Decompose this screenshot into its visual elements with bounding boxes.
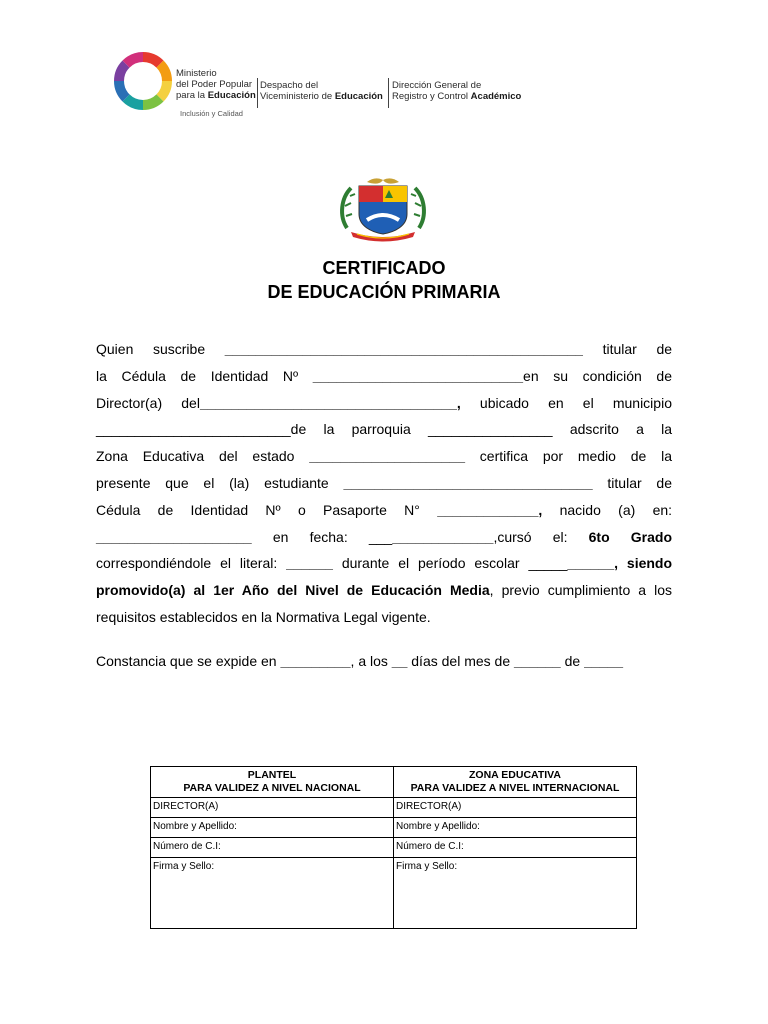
- office-vice-ministry: Despacho del Viceministerio de Educación: [260, 80, 383, 102]
- body-line: ____________________ en fecha: ________________,cursó el: 6to Grado: [96, 528, 672, 545]
- table-row: [151, 858, 637, 929]
- blank-field[interactable]: ________________: [428, 421, 553, 438]
- blank-field[interactable]: __: [391, 653, 408, 669]
- logo-ring-segment: [160, 81, 167, 98]
- name-cell[interactable]: Nombre y Apellido:: [394, 818, 637, 838]
- blank-field[interactable]: _____________,: [437, 501, 543, 518]
- blank-field[interactable]: _____: [528, 555, 568, 572]
- letterhead: [112, 46, 532, 122]
- body-line: Cédula de Identidad Nº o Pasaporte N° _____________, nacido (a) en:: [96, 501, 673, 518]
- body-line: Quien suscribe ______________________________________________ titular de: [96, 341, 673, 357]
- signature-seal-cell[interactable]: Firma y Sello:: [394, 858, 637, 929]
- ministry-name: Ministerio del Poder Popular para la Educación: [176, 68, 256, 101]
- body-line: _________________________de la parroquia ________________ adscrito a la: [96, 421, 673, 438]
- table-row: [151, 818, 637, 838]
- id-number-cell[interactable]: Número de C.I:: [394, 838, 637, 858]
- blank-field[interactable]: _________________________: [96, 421, 291, 438]
- body-line: la Cédula de Identidad Nº ___________________________en su condición de: [96, 367, 672, 384]
- id-number-cell[interactable]: Número de C.I:: [151, 838, 394, 858]
- promotion-text: promovido(a) al 1er Año del Nivel de Educación Media: [96, 582, 490, 599]
- blank-field[interactable]: ______________________________________________: [224, 341, 583, 357]
- logo-ring-segment: [160, 64, 167, 81]
- blank-field[interactable]: ___: [368, 528, 393, 545]
- grade-label: 6to Grado: [588, 528, 672, 545]
- header-divider: [257, 78, 258, 108]
- body-line: correspondiéndole el literal: ______ durante el período escolar ___________, siendo: [96, 555, 673, 572]
- body-line: promovido(a) al 1er Año del Nivel de Educación Media, previo cumplimiento a los: [96, 582, 672, 599]
- logo-ring-segment: [143, 57, 160, 64]
- blank-field[interactable]: _________________________________,: [199, 394, 461, 411]
- signature-table: [150, 766, 637, 929]
- blank-field[interactable]: _____: [584, 653, 624, 669]
- table-header-row: [151, 767, 637, 798]
- header-divider: [388, 78, 389, 108]
- blank-field[interactable]: ___________________________: [312, 367, 524, 384]
- logo-ring-segment: [143, 98, 160, 105]
- plantel-header: PLANTEL PARA VALIDEZ A NIVEL NACIONAL: [151, 767, 394, 798]
- ministry-tagline: Inclusión y Calidad: [180, 109, 243, 118]
- logo-ring-segment: [119, 64, 126, 81]
- logo-ring-segment: [126, 98, 143, 105]
- director-cell[interactable]: DIRECTOR(A): [394, 798, 637, 818]
- blank-field[interactable]: ____________________: [309, 448, 465, 465]
- blank-field[interactable]: ______,: [567, 555, 618, 572]
- signature-seal-cell[interactable]: Firma y Sello:: [151, 858, 394, 929]
- document-subtitle: DE EDUCACIÓN PRIMARIA: [267, 282, 501, 302]
- blank-field[interactable]: ______: [514, 653, 561, 669]
- blank-field[interactable]: ________________________________: [343, 474, 593, 491]
- office-registry: Dirección General de Registro y Control Académico: [392, 80, 522, 102]
- document-title: CERTIFICADO: [322, 258, 446, 278]
- blank-field[interactable]: ______: [286, 555, 333, 572]
- logo-ring-segment: [126, 57, 143, 64]
- name-cell[interactable]: Nombre y Apellido:: [151, 818, 394, 838]
- blank-field[interactable]: _____________: [392, 528, 494, 545]
- director-cell[interactable]: DIRECTOR(A): [151, 798, 394, 818]
- body-line: Zona Educativa del estado ____________________ certifica por medio de la: [96, 448, 673, 465]
- coat-of-arms-icon: [337, 176, 429, 242]
- certificate-body: [96, 336, 672, 631]
- body-line: requisitos establecidos en la Normativa Legal vigente.: [96, 608, 431, 625]
- issuance-statement: Constancia que se expide en _________, a los __ días del mes de ______ de _____: [96, 653, 624, 669]
- body-line: presente que el (la) estudiante ________________________________ titular de: [96, 474, 672, 491]
- zona-educativa-header: ZONA EDUCATIVA PARA VALIDEZ A NIVEL INTERNACIONAL: [394, 767, 637, 798]
- ministry-logo-icon: [112, 50, 174, 112]
- blank-field[interactable]: _________: [280, 653, 351, 669]
- table-row: [151, 798, 637, 818]
- table-row: [151, 838, 637, 858]
- logo-ring-segment: [119, 81, 126, 98]
- blank-field[interactable]: ____________________: [96, 528, 252, 545]
- body-line: Director(a) del_________________________________, ubicado en el municipio: [96, 394, 672, 411]
